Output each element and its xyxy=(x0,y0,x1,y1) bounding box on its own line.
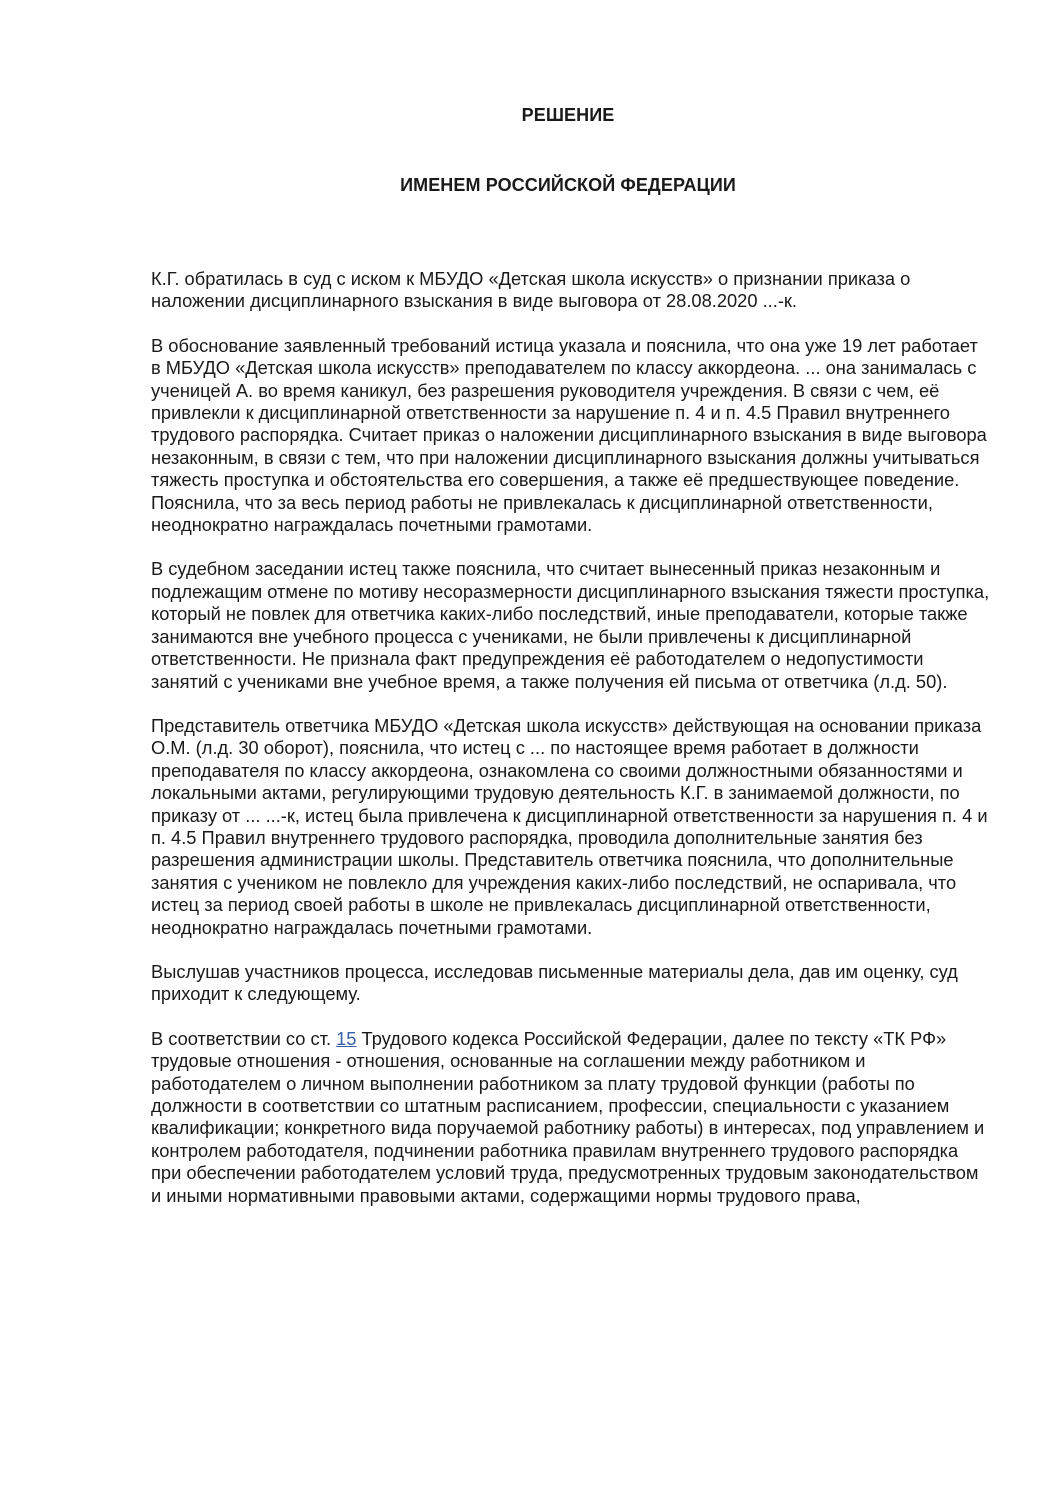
document-title: РЕШЕНИЕ xyxy=(521,105,615,125)
paragraph-labor-code xyxy=(151,1028,991,1207)
paragraph-labor-code-start: В соответствии со ст. xyxy=(151,1027,337,1049)
document-body xyxy=(151,268,991,1207)
paragraph-grounds: В обоснование заявленный требований истица указала и пояснила, что она уже 19 лет работает в МБУДО «Детская школа искусств» преподавателем по классу аккордеона. ... она занималась с ученицей А. во время каникул, без разрешения руководителя учреждения. В связи с чем, её привлекли к дисциплинарной ответственности за нарушение п. 4 и п. 4.5 Правил внутреннего трудового распорядка. Считает приказ о наложении дисциплинарного взыскания в виде выговора незаконным, в связи с тем, что при наложении дисциплинарного взыскания должны учитываться тяжесть проступка и обстоятельства его совершения, а также её предшествующее поведение. Пояснила, что за весь период работы не привлекалась к дисциплинарной ответственности, неоднократно награждалась почетными грамотами. xyxy=(151,334,987,536)
document-subtitle: ИМЕНЕМ РОССИЙСКОЙ ФЕДЕРАЦИИ xyxy=(400,175,736,195)
article-15-link[interactable]: 15 xyxy=(336,1027,357,1049)
paragraph-court-conclusion: Выслушав участников процесса, исследовав письменные материалы дела, дав им оценку, суд приходит к следующему. xyxy=(151,960,958,1005)
paragraph-defendant: Представитель ответчика МБУДО «Детская школа искусств» действующая на основании приказа О.М. (л.д. 30 оборот), пояснила, что истец с ... по настоящее время работает в должности преподавателя по классу аккордеона, ознакомлена со своими должностными обязанностями и локальными актами, регулирующими трудовую деятельность К.Г. в занимаемой должности, по приказу от ... ...-к, истец была привлечена к дисциплинарной ответственности за нарушения п. 4 и п. 4.5 Правил внутреннего трудового распорядка, проводила дополнительные занятия без разрешения администрации школы. Представитель ответчика пояснила, что дополнительные занятия с учеником не повлекло для учреждения каких-либо последствий, не оспаривала, что истец за период своей работы в школе не привлекалась дисциплинарной ответственности, неоднократно награждалась почетными грамотами. xyxy=(151,714,988,938)
paragraph-hearing: В судебном заседании истец также пояснила, что считает вынесенный приказ незаконным и подлежащим отмене по мотиву несоразмерности дисциплинарного взыскания тяжести проступка, который не повлек для ответчика каких-либо последствий, иные преподаватели, которые также занимаются вне учебного процесса с учениками, не были привлечены к дисциплинарной ответственности. Не признала факт предупреждения её работодателем о недопустимости занятий с учениками вне учебное время, а также получения ей письма от ответчика (л.д. 50). xyxy=(151,558,990,692)
paragraph-labor-code-rest: Трудового кодекса Российской Федерации, далее по тексту «ТК РФ» трудовые отношения - отношения, основанные на соглашении между работником и работодателем о личном выполнении работником за плату трудовой функции (работы по должности в соответствии со штатным расписанием, профессии, специальности с указанием квалификации; конкретного вида поручаемой работнику работы) в интересах, под управлением и контролем работодателя, подчинении работника правилам внутреннего трудового распорядка при обеспечении работодателем условий труда, предусмотренных трудовым законодательством и иными нормативными правовыми актами, содержащими нормы трудового права, xyxy=(151,1027,985,1206)
paragraph-claim: К.Г. обратилась в суд с иском к МБУДО «Детская школа искусств» о признании приказа о наложении дисциплинарного взыскания в виде выговора от 28.08.2020 ...-к. xyxy=(151,268,911,312)
